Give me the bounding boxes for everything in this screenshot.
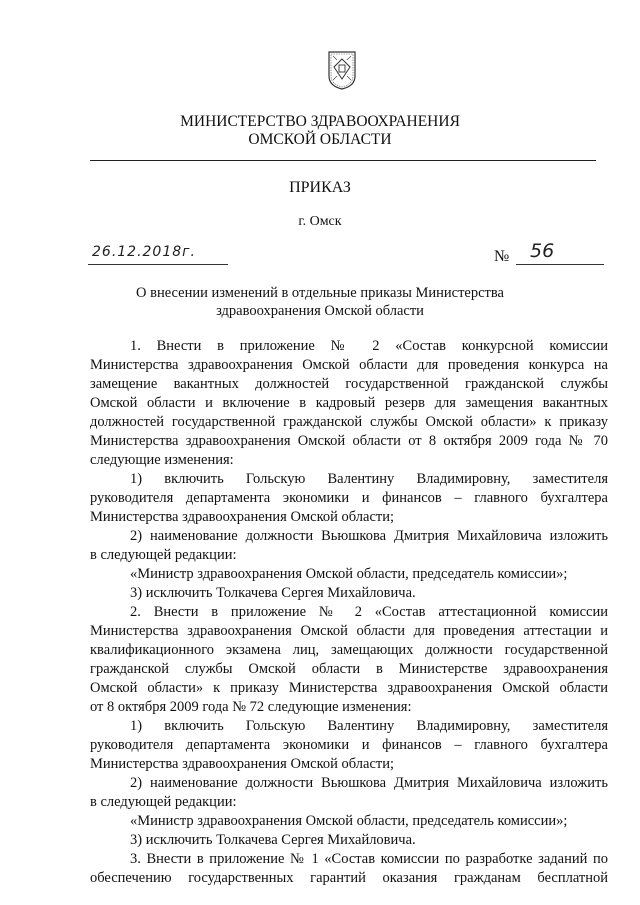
body-text-line: гражданской службы Омской области в Министерстве здравоохранения bbox=[90, 661, 608, 677]
body-text-line: Омской области» к приказу Министерства здравоохранения Омской области bbox=[90, 680, 608, 696]
body-text-line: замещение вакантных должностей государственной гражданской службы bbox=[90, 376, 608, 392]
ministry-name-line2: ОМСКОЙ ОБЛАСТИ bbox=[248, 131, 392, 148]
body-text-line: в следующей редакции: bbox=[90, 547, 237, 563]
header-divider bbox=[90, 160, 596, 161]
body-text-line: руководителя департамента экономики и финансов – главного бухгалтера bbox=[90, 490, 608, 506]
body-text-line: Министерства здравоохранения Омской области для проведения конкурса на bbox=[90, 357, 608, 373]
number-sign: № bbox=[494, 248, 510, 265]
city: г. Омск bbox=[298, 214, 342, 229]
body-text-line: 3) исключить Толкачева Сергея Михайловича. bbox=[130, 585, 416, 601]
handwritten-order-number: 56 bbox=[530, 240, 555, 262]
date-underline bbox=[88, 264, 228, 265]
body-text-line: «Министр здравоохранения Омской области, председатель комиссии»; bbox=[130, 813, 568, 829]
body-text-line: Министерства здравоохранения Омской области; bbox=[90, 756, 395, 772]
subject-line2: здравоохранения Омской области bbox=[216, 303, 424, 319]
body-text-line: от 8 октября 2009 года № 72 следующие изменения: bbox=[90, 699, 412, 715]
body-text-line: 3) исключить Толкачева Сергея Михайловича. bbox=[130, 832, 416, 848]
body-text-line: квалификационного экзамена лиц, замещающих должности государственной bbox=[90, 642, 608, 658]
body-text-line: «Министр здравоохранения Омской области, председатель комиссии»; bbox=[130, 566, 568, 582]
body-text-line: Министерства здравоохранения Омской области для проведения аттестации и bbox=[90, 623, 608, 639]
body-text-line: Омской области и включение в кадровый резерв для замещения вакантных bbox=[90, 395, 608, 411]
body-text-line: в следующей редакции: bbox=[90, 794, 237, 810]
document-type: ПРИКАЗ bbox=[289, 179, 351, 196]
ministry-name-line1: МИНИСТЕРСТВО ЗДРАВООХРАНЕНИЯ bbox=[180, 113, 460, 130]
body-text-line: 1) включить Гольскую Валентину Владимировну, заместителя bbox=[130, 718, 608, 734]
body-text-line: 3. Внести в приложение № 1 «Состав комиссии по разработке заданий по bbox=[130, 851, 608, 867]
number-underline bbox=[516, 264, 604, 265]
body-text-line: 2. Внести в приложение № 2 «Состав аттестационной комиссии bbox=[130, 604, 608, 620]
body-text-line: 2) наименование должности Вьюшкова Дмитрия Михайловича изложить bbox=[130, 775, 608, 791]
omsk-region-coat-of-arms-icon bbox=[327, 50, 357, 90]
body-text-line: 2) наименование должности Вьюшкова Дмитрия Михайловича изложить bbox=[130, 528, 608, 544]
body-text-line: следующие изменения: bbox=[90, 452, 234, 468]
body-text-line: 1) включить Гольскую Валентину Владимировну, заместителя bbox=[130, 471, 608, 487]
subject-line1: О внесении изменений в отдельные приказы Министерства bbox=[136, 285, 504, 301]
body-text-line: руководителя департамента экономики и финансов – главного бухгалтера bbox=[90, 737, 608, 753]
handwritten-date: 26.12.2018г. bbox=[92, 244, 196, 260]
body-text-line: Министерства здравоохранения Омской области от 8 октября 2009 года № 70 bbox=[90, 433, 608, 449]
body-text-line: должностей государственной гражданской службы Омской области» к приказу bbox=[90, 414, 608, 430]
body-text-line: обеспечению государственных гарантий оказания гражданам бесплатной bbox=[90, 870, 608, 886]
body-text-line: Министерства здравоохранения Омской области; bbox=[90, 509, 395, 525]
body-text-line: 1. Внести в приложение № 2 «Состав конкурсной комиссии bbox=[130, 338, 608, 354]
